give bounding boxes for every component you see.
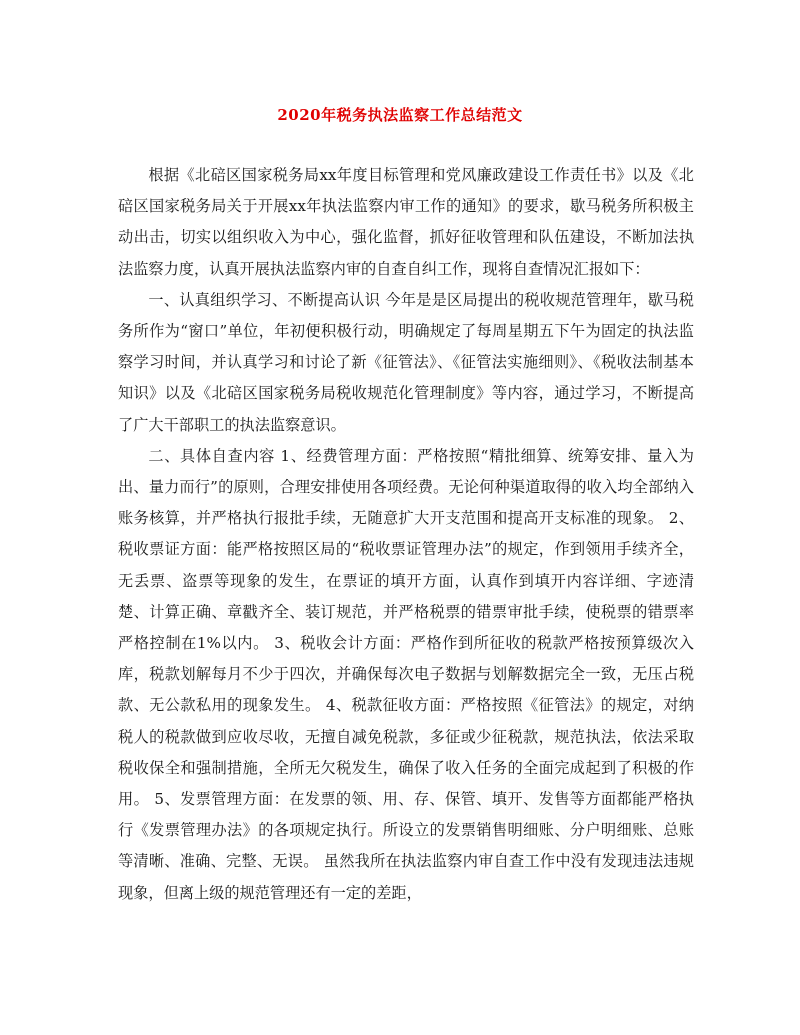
paragraph-self-check: 二、具体自查内容 1、经费管理方面：严格按照“精批细算、统筹安排、量入为出、量力而行”的原则，合理安排使用各项经费。无论何种渠道取得的收入均全部纳入账务核算，并严格执行报批手续，无随意扩大开支范围和提高开支标准的现象。 2、税收票证方面：能严格按照区局的“税收票证管理办法”的规定，作到领用手续齐全，无丢票、盗票等现象的发生，在票证的填开方面，认真作到填开内容详细、字迹清楚、计算正确、章戳齐全、装订规范，并严格税票的错票审批手续，使税票的错票率严格控制在1%以内。 3、税收会计方面：严格作到所征收的税款严格按预算级次入库，税款划解每月不少于四次，并确保每次电子数据与划解数据完全一致，无压占税款、无公款私用的现象发生。 4、税款征收方面：严格按照《征管法》的规定，对纳税人的税款做到应收尽收，无擅自减免税款，多征或少征税款，规范执法，依法采取税收保全和强制措施，全所无欠税发生，确保了收入任务的全面完成起到了积极的作用。 5、发票管理方面：在发票的领、用、存、保管、填开、发售等方面都能严格执行《发票管理办法》的各项规定执行。所设立的发票销售明细账、分户明细账、总账等清晰、准确、完整、无误。 虽然我所在执法监察内审自查工作中没有发现违法违规现象，但离上级的规范管理还有一定的差距， — [118, 446, 694, 902]
document-body — [118, 160, 694, 909]
document-title: 2020年税务执法监察工作总结范文 — [277, 106, 523, 124]
paragraph-intro: 根据《北碚区国家税务局xx年度目标管理和党风廉政建设工作责任书》以及《北碚区国家税务局关于开展xx年执法监察内审工作的通知》的要求，歇马税务所积极主动出击，切实以组织收入为中心，强化监督，抓好征收管理和队伍建设，不断加法执法监察力度，认真开展执法监察内审的自查自纠工作，现将自查情况汇报如下： — [118, 166, 694, 278]
paragraph-study: 一、认真组织学习、不断提高认识 今年是是区局提出的税收规范管理年，歇马税务所作为“窗口”单位，年初便积极行动，明确规定了每周星期五下午为固定的执法监察学习时间，并认真学习和讨论了新《征管法》、《征管法实施细则》、《税收法制基本知识》以及《北碚区国家税务局税收规范化管理制度》等内容，通过学习，不断提高了广大干部职工的执法监察意识。 — [118, 290, 694, 434]
